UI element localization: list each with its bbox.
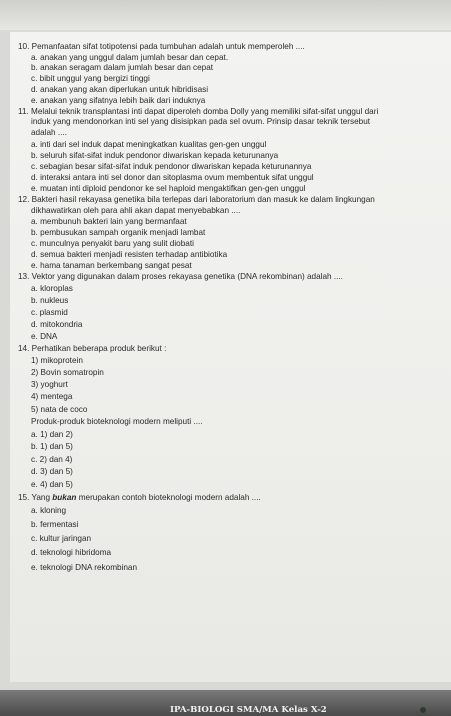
q14-option-d: d. 3) dan 5): [31, 467, 73, 476]
footer-label: IPA-BIOLOGI SMA/MA Kelas X-2: [170, 705, 327, 715]
q14-stem: Produk-produk bioteknologi modern meliputi ....: [31, 417, 203, 426]
q13-option-c: c. plasmid: [31, 308, 68, 317]
q14-item-4: 4) mentega: [31, 392, 73, 401]
q12-option-c: c. munculnya penyakit baru yang sulit diobati: [31, 239, 194, 248]
q14-option-b: b. 1) dan 5): [31, 442, 73, 451]
q14-item-2: 2) Bovin somatropin: [31, 368, 104, 377]
q12-option-e: e. hama tanaman berkembang sangat pesat: [31, 261, 192, 270]
q15-option-a: a. kloning: [31, 506, 67, 515]
q10-option-a: a. anakan yang unggul dalam jumlah besar dan cepat.: [31, 53, 229, 62]
q14-option-e: e. 4) dan 5): [31, 480, 73, 489]
page-top-edge: [0, 0, 451, 30]
q12-option-a: a. membunuh bakteri lain yang bermanfaat: [31, 217, 187, 226]
q15-option-b: b. fermentasi: [31, 520, 79, 529]
q15-emphasis: bukan: [52, 493, 77, 502]
q11-option-b: b. seluruh sifat-sifat induk pendonor diwariskan kepada keturunanya: [31, 151, 279, 160]
q15-text-post: merupakan contoh bioteknologi modern adalah ....: [76, 493, 261, 502]
q14-item-5: 5) nata de coco: [31, 405, 88, 414]
q15-option-c: c. kultur jaringan: [31, 534, 92, 543]
question-13: 13. Vektor yang digunakan dalam proses rekayasa genetika (DNA rekombinan) adalah ....: [18, 272, 343, 281]
q11-option-d: d. interaksi antara inti sel donor dan sitoplasma ovum membentuk sifat unggul: [31, 173, 314, 182]
question-15: [18, 493, 261, 503]
question-10: 10. Pemanfaatan sifat totipotensi pada tumbuhan adalah untuk memperoleh ....: [18, 42, 305, 51]
question-14: 14. Perhatikan beberapa produk berikut :: [18, 344, 167, 353]
q15-option-e: e. teknologi DNA rekombinan: [31, 563, 138, 572]
q12-option-d: d. semua bakteri menjadi resisten terhadap antibiotika: [31, 250, 228, 259]
q14-option-a: a. 1) dan 2): [31, 430, 73, 439]
question-12-line-2: dikhawatirkan oleh para ahli akan dapat menyebabkan ....: [31, 206, 241, 215]
q11-option-a: a. inti dari sel induk dapat meningkatkan kualitas gen-gen unggul: [31, 140, 267, 149]
q10-option-b: b. anakan seragam dalam jumlah besar dan cepat: [31, 63, 214, 72]
q15-text-pre: 15. Yang: [18, 493, 53, 502]
question-11-line-1: 11. Melalui teknik transplantasi inti dapat diperoleh domba Dolly yang memiliki sifat-sifat unggul dari: [18, 107, 379, 116]
footer-dot: [420, 707, 426, 713]
q13-option-b: b. nukleus: [31, 296, 69, 305]
q10-option-c: c. bibit unggul yang bergizi tinggi: [31, 74, 150, 83]
q14-item-3: 3) yoghurt: [31, 380, 68, 389]
q11-option-c: c. sebagian besar sifat-sifat induk pendonor diwariskan kepada keturunannya: [31, 162, 312, 171]
q13-option-d: d. mitokondria: [31, 320, 83, 329]
q12-option-b: b. pembusukan sampah organik menjadi lambat: [31, 228, 206, 237]
question-11-line-3: adalah ....: [31, 128, 67, 137]
q13-option-e: e. DNA: [31, 332, 58, 341]
q10-option-e: e. anakan yang sifatnya lebih baik dari induknya: [31, 96, 206, 105]
q13-option-a: a. kloroplas: [31, 284, 73, 293]
q14-item-1: 1) mikoprotein: [31, 356, 83, 365]
q14-option-c: c. 2) dan 4): [31, 455, 73, 464]
question-12-line-1: 12. Bakteri hasil rekayasa genetika bila terlepas dari laboratorium dan masuk ke dalam lingkungan: [18, 195, 375, 204]
question-11-line-2: induk yang mendonorkan inti sel yang disisipkan pada sel ovum. Prinsip dasar teknik tersebut: [31, 117, 371, 126]
q11-option-e: e. muatan inti diploid pendonor ke sel haploid mengaktifkan gen-gen unggul: [31, 184, 306, 193]
q15-option-d: d. teknologi hibridoma: [31, 548, 112, 557]
q10-option-d: d. anakan yang akan diperlukan untuk hibridisasi: [31, 85, 209, 94]
